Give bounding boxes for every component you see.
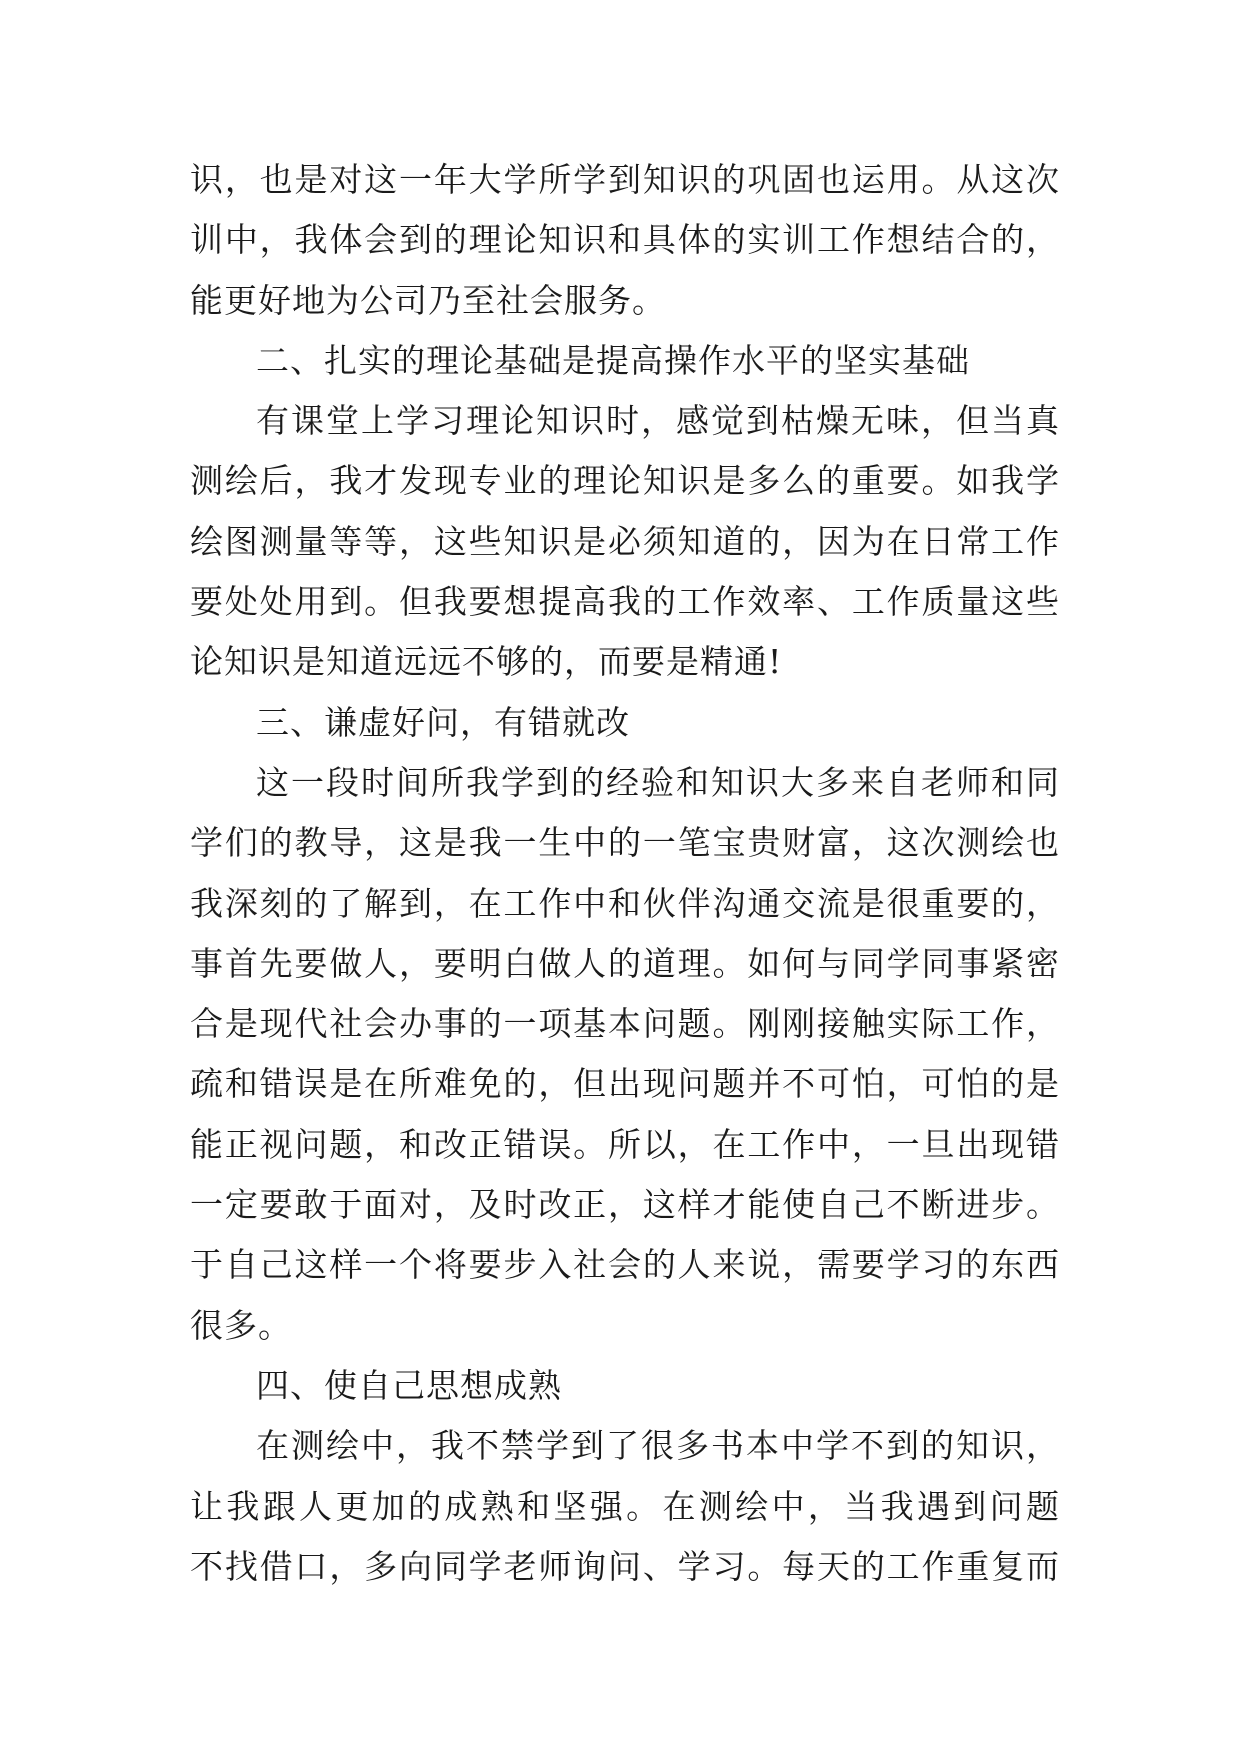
text-line: 要处处用到。但我要想提高我的工作效率、工作质量这些 [190, 582, 1060, 622]
section-heading: 三、谦虚好问，有错就改 [256, 702, 630, 742]
text-line: 疏和错误是在所难免的，但出现问题并不可怕，可怕的是 [190, 1064, 1060, 1104]
text-line: 有课堂上学习理论知识时，感觉到枯燥无味，但当真 [256, 401, 1060, 441]
text-line: 不找借口，多向同学老师询问、学习。每天的工作重复而 [190, 1546, 1060, 1586]
text-line: 让我跟人更加的成熟和坚强。在测绘中，当我遇到问题 [190, 1486, 1060, 1526]
text-line: 很多。 [190, 1305, 292, 1345]
text-line: 于自己这样一个将要步入社会的人来说，需要学习的东西 [190, 1245, 1060, 1285]
text-line: 训中，我体会到的理论知识和具体的实训工作想结合的， [190, 220, 1060, 260]
text-line: 这一段时间所我学到的经验和知识大多来自老师和同 [256, 762, 1060, 802]
body-text [190, 150, 1060, 1597]
text-line: 合是现代社会办事的一项基本问题。刚刚接触实际工作， [190, 1004, 1060, 1044]
text-line: 能正视问题，和改正错误。所以，在工作中，一旦出现错 [190, 1124, 1060, 1164]
section-heading: 四、使自己思想成熟 [256, 1365, 562, 1405]
text-line: 事首先要做人，要明白做人的道理。如何与同学同事紧密 [190, 943, 1060, 983]
text-line: 学们的教导，这是我一生中的一笔宝贵财富，这次测绘也 [190, 823, 1060, 863]
text-line: 一定要敢于面对，及时改正，这样才能使自己不断进步。 [190, 1185, 1060, 1225]
text-line: 在测绘中，我不禁学到了很多书本中学不到的知识， [256, 1426, 1060, 1466]
text-line: 绘图测量等等，这些知识是必须知道的，因为在日常工作 [190, 521, 1060, 561]
text-line: 论知识是知道远远不够的，而要是精通! [190, 642, 783, 682]
text-line: 能更好地为公司乃至社会服务。 [190, 280, 666, 320]
text-line: 测绘后，我才发现专业的理论知识是多么的重要。如我学 [190, 461, 1060, 501]
section-heading: 二、扎实的理论基础是提高操作水平的坚实基础 [256, 340, 970, 380]
text-line: 我深刻的了解到，在工作中和伙伴沟通交流是很重要的， [190, 883, 1060, 923]
text-line: 识，也是对这一年大学所学到知识的巩固也运用。从这次 [190, 160, 1060, 199]
